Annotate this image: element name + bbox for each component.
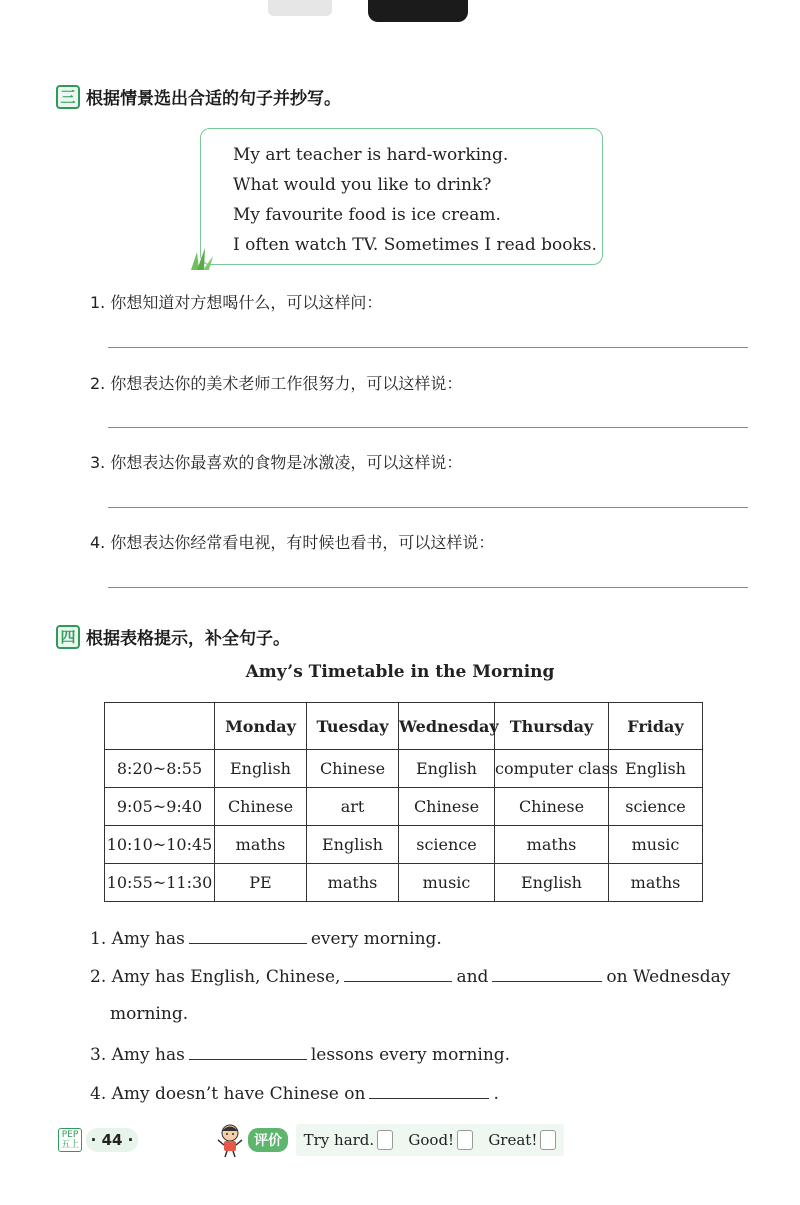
lesson-cell: English	[399, 750, 495, 788]
lesson-cell: Chinese	[495, 788, 609, 826]
fill-blank-3[interactable]	[189, 1043, 307, 1060]
lesson-cell: music	[609, 826, 703, 864]
sentence-option: I often watch TV. Sometimes I read books.	[233, 235, 597, 255]
top-illustration-left	[268, 0, 332, 16]
timetable	[104, 702, 703, 902]
section3-header	[56, 84, 341, 109]
fill-q1-text-b: every morning.	[310, 929, 442, 949]
fill-question-3	[90, 1043, 510, 1065]
fill-q3-text-b: lessons every morning.	[310, 1045, 511, 1065]
fill-q4-text-b: .	[493, 1084, 499, 1104]
answer-line-4[interactable]	[108, 587, 748, 588]
header-monday: Monday	[215, 703, 307, 750]
sentence-option: What would you like to drink?	[233, 175, 492, 195]
eval-option-label: Great!	[488, 1131, 538, 1149]
fill-q2-text-a: 2. Amy has English, Chinese,	[90, 967, 341, 987]
page-footer	[58, 1128, 138, 1152]
fill-q2-text-b: on Wednesday	[606, 967, 731, 987]
eval-option-label: Try hard.	[303, 1131, 375, 1149]
fill-blank-2b[interactable]	[492, 965, 602, 982]
lesson-cell: Chinese	[215, 788, 307, 826]
eval-option-try-hard[interactable]	[304, 1130, 394, 1150]
time-cell: 10:55~11:30	[105, 864, 215, 902]
sentence-option: My favourite food is ice cream.	[233, 205, 501, 225]
pep-badge	[58, 1128, 82, 1152]
fill-blank-2a[interactable]	[344, 965, 452, 982]
section3-title: 根据情景选出合适的句子并抄写。	[86, 89, 341, 109]
answer-line-2[interactable]	[108, 427, 748, 428]
fill-q1-text-a: 1. Amy has	[90, 929, 185, 949]
header-thursday: Thursday	[495, 703, 609, 750]
page-number: · 44 ·	[86, 1128, 138, 1152]
eval-checkbox[interactable]	[377, 1130, 393, 1150]
eval-option-label: Good!	[408, 1131, 455, 1149]
lesson-cell: computer class	[495, 750, 609, 788]
lesson-cell: science	[609, 788, 703, 826]
sentence-choice-box	[200, 128, 603, 265]
fill-blank-4[interactable]	[369, 1082, 489, 1099]
lesson-cell: science	[399, 826, 495, 864]
time-cell: 9:05~9:40	[105, 788, 215, 826]
lesson-cell: art	[307, 788, 399, 826]
lesson-cell: PE	[215, 864, 307, 902]
top-illustration-right	[368, 0, 468, 22]
answer-line-1[interactable]	[108, 347, 748, 348]
eval-checkbox[interactable]	[457, 1130, 473, 1150]
timetable-header-row	[105, 703, 703, 750]
answer-line-3[interactable]	[108, 507, 748, 508]
evaluation-options	[296, 1124, 564, 1156]
question-1: 1. 你想知道对方想喝什么，可以这样问：	[90, 293, 383, 312]
sentence-option: My art teacher is hard-working.	[233, 145, 509, 165]
fill-question-1	[90, 927, 442, 949]
section3-number-badge: 三	[56, 85, 80, 109]
lesson-cell: English	[495, 864, 609, 902]
lesson-cell: maths	[307, 864, 399, 902]
section4-header	[56, 624, 290, 649]
lesson-cell: Chinese	[399, 788, 495, 826]
table-row	[105, 826, 703, 864]
table-row	[105, 788, 703, 826]
lesson-cell: maths	[215, 826, 307, 864]
pep-badge-line2: 五上	[61, 1140, 80, 1150]
fill-question-2	[90, 965, 730, 987]
fill-question-2-cont: morning.	[110, 1004, 189, 1024]
fill-blank-1[interactable]	[189, 927, 307, 944]
lesson-cell: Chinese	[307, 750, 399, 788]
eval-option-good[interactable]	[408, 1130, 473, 1150]
timetable-title: Amy’s Timetable in the Morning	[245, 662, 555, 682]
lesson-cell: maths	[609, 864, 703, 902]
lesson-cell: maths	[495, 826, 609, 864]
eval-checkbox[interactable]	[540, 1130, 556, 1150]
fill-q3-text-a: 3. Amy has	[90, 1045, 185, 1065]
pep-badge-line1: PEP	[61, 1130, 79, 1140]
header-friday: Friday	[609, 703, 703, 750]
evaluation-label: 评价	[248, 1128, 288, 1152]
lesson-cell: English	[307, 826, 399, 864]
table-row	[105, 864, 703, 902]
fill-q4-text-a: 4. Amy doesn’t have Chinese on	[90, 1084, 366, 1104]
section4-number-badge: 四	[56, 625, 80, 649]
question-2: 2. 你想表达你的美术老师工作很努力，可以这样说：	[90, 374, 463, 393]
time-cell: 10:10~10:45	[105, 826, 215, 864]
question-4: 4. 你想表达你经常看电视，有时候也看书，可以这样说：	[90, 533, 495, 552]
fill-q2-and: and	[456, 967, 489, 987]
cartoon-kid-icon	[216, 1122, 244, 1158]
lesson-cell: English	[215, 750, 307, 788]
header-tuesday: Tuesday	[307, 703, 399, 750]
header-corner	[105, 703, 215, 750]
header-wednesday: Wednesday	[399, 703, 495, 750]
eval-option-great[interactable]	[488, 1130, 556, 1150]
lesson-cell: English	[609, 750, 703, 788]
self-evaluation	[216, 1122, 564, 1158]
grass-icon	[187, 246, 217, 270]
time-cell: 8:20~8:55	[105, 750, 215, 788]
lesson-cell: music	[399, 864, 495, 902]
fill-question-4	[90, 1082, 499, 1104]
question-3: 3. 你想表达你最喜欢的食物是冰激凌，可以这样说：	[90, 453, 463, 472]
section4-title: 根据表格提示，补全句子。	[86, 629, 290, 649]
table-row	[105, 750, 703, 788]
